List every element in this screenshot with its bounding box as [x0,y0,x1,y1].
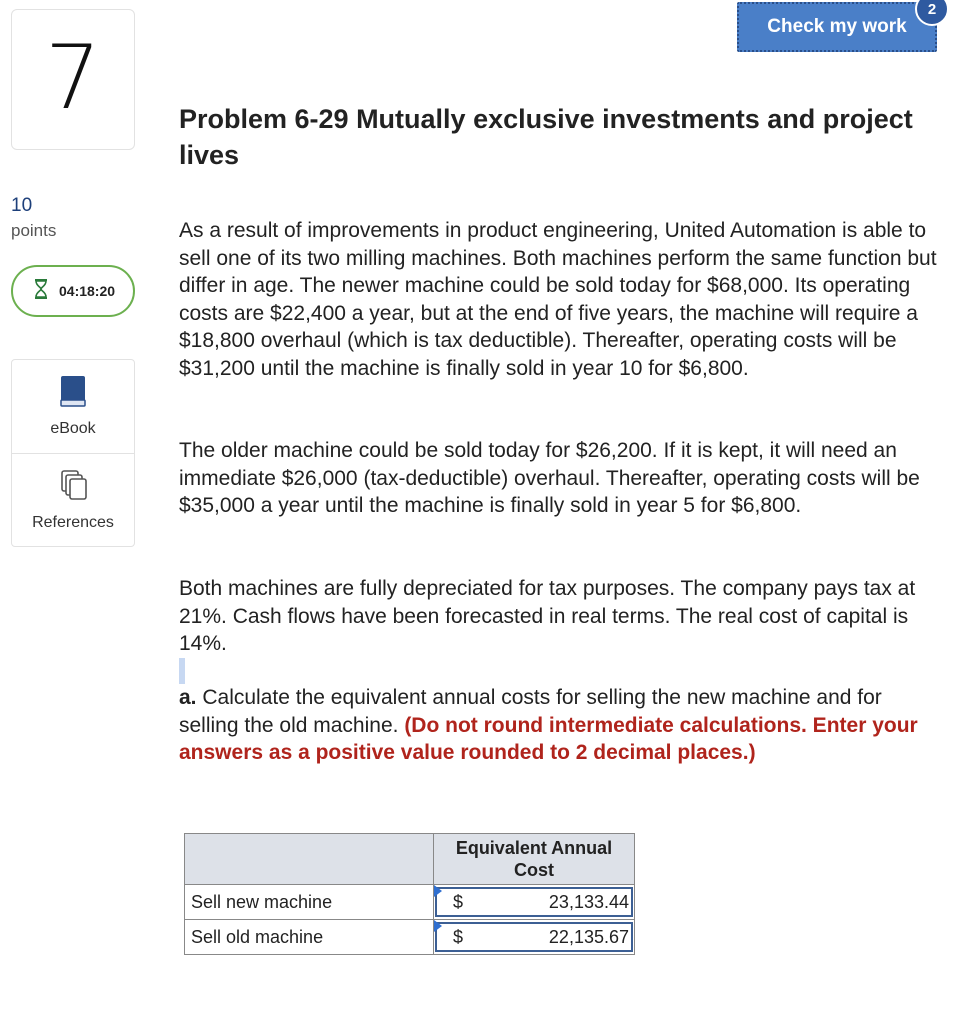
answer-table [184,833,635,955]
row-label-new: Sell new machine [185,885,434,920]
attempts-badge: 2 [915,0,949,26]
answer-input-old[interactable] [435,922,633,952]
points-label: points [11,221,57,240]
problem-title: Problem 6-29 Mutually exclusive investments and project lives [179,104,913,170]
answer-flag-icon [434,885,442,897]
check-my-work-button[interactable]: Check my work [737,2,937,52]
table-row [185,885,635,920]
problem-paragraph-2: The older machine could be sold today for $26,200. If it is kept, it will need an immediate $26,000 (tax-deductible) overhaul. Thereafter, operating costs will be $35,000 a year until the machine is finally sold in year 5 for $6,800. [179,439,920,517]
part-text: Calculate the equivalent annual costs for selling the new machine and for selling the old machine. [179,686,882,737]
currency-symbol: $ [453,926,464,947]
part-instruction: (Do not round intermediate calculations. Enter your answers as a positive value rounded to 2 decimal places.) [179,713,918,764]
ebook-button[interactable] [12,360,134,453]
references-label: References [32,514,114,531]
tools-panel [11,359,135,547]
answer-cell-old [434,920,635,955]
problem-paragraph-3: Both machines are fully depreciated for tax purposes. The company pays tax at 21%. Cash flows have been forecasted in real terms. The real cost of capital is 14%. [179,577,916,655]
ebook-label: eBook [50,420,96,437]
section-marker [179,658,185,684]
documents-icon [59,469,87,506]
question-number: 7 [45,25,101,129]
table-row [185,920,635,955]
answer-input-new[interactable] [435,887,633,917]
book-icon [59,375,87,412]
hourglass-icon [33,279,49,304]
table-header-blank [185,834,434,885]
row-label-old: Sell old machine [185,920,434,955]
question-number-card [11,9,135,150]
table-header-cost: Equivalent Annual Cost [434,834,635,885]
references-button[interactable] [12,453,134,547]
timer[interactable] [11,265,135,317]
answer-cell-new [434,885,635,920]
part-a-prompt [179,684,947,767]
answer-flag-icon [434,920,442,932]
answer-value-new: 23,133.44 [548,891,629,912]
answer-value-old: 22,135.67 [548,926,629,947]
points-value: 10 [11,195,33,216]
timer-text: 04:18:20 [59,283,116,299]
problem-paragraph-1: As a result of improvements in product engineering, United Automation is able to sell one of its two milling machines. Both machines perform the same function but differ in age. The newer machine could be sold today for $68,000. Its operating costs are $22,400 a year, but at the end of five years, the machine will require a $18,800 overhaul (which is tax deductible). Thereafter, operating costs will be $31,200 until the machine is finally sold in year 10 for $6,800. [179,219,937,380]
part-label: a. [179,686,197,709]
currency-symbol: $ [453,891,464,912]
